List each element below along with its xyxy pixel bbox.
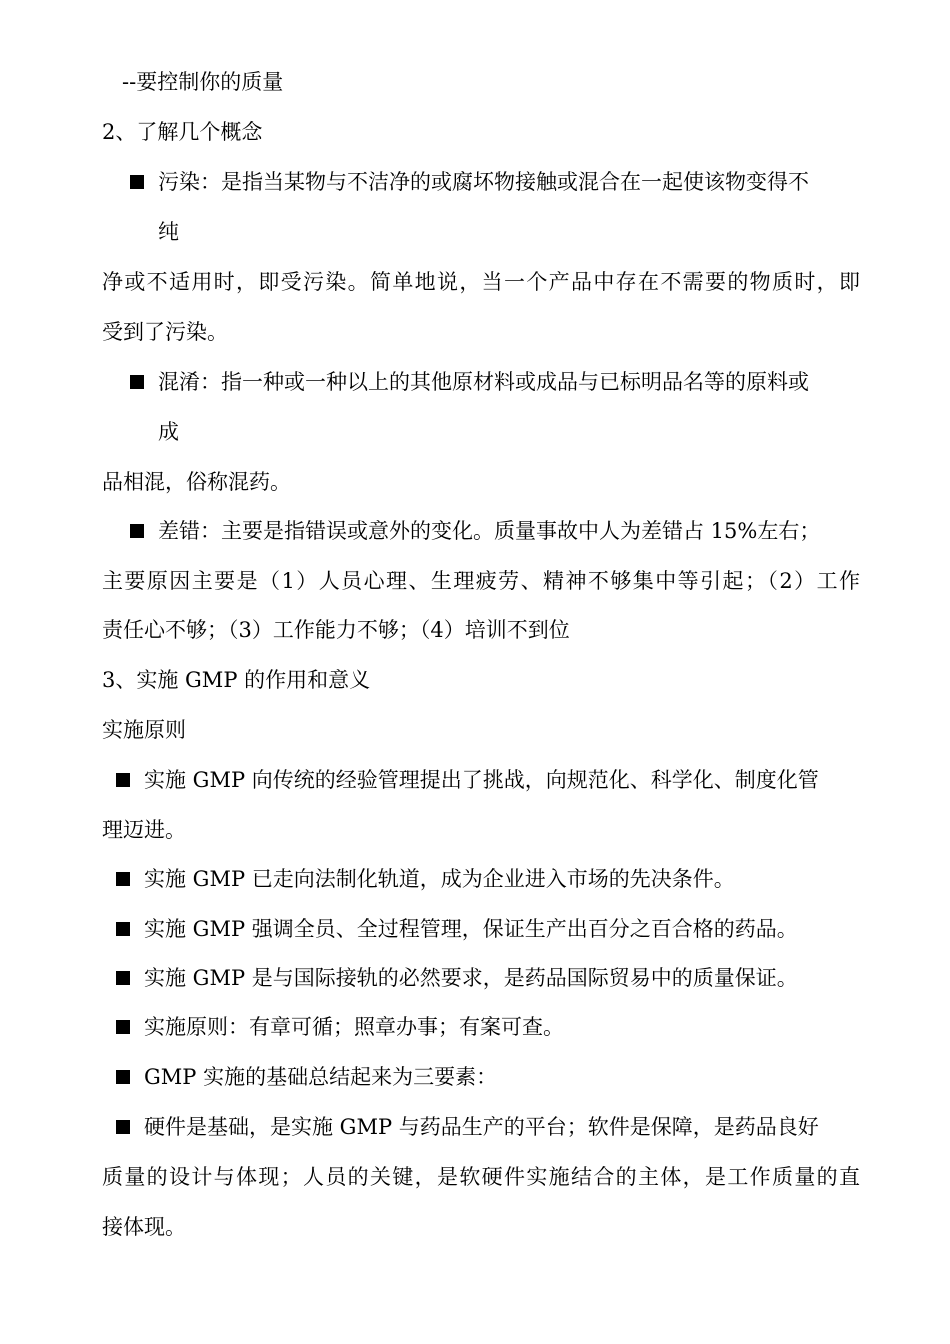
bullet-text: 污染：是指当某物与不洁净的或腐坏物接触或混合在一起使该物变得不 — [158, 170, 809, 194]
text-line: 理迈进。 — [102, 818, 186, 842]
bullet-text: 硬件是基础，是实施 GMP 与药品生产的平台；软件是保障，是药品良好 — [144, 1115, 819, 1139]
bullet-item-three-elements — [116, 1062, 497, 1092]
text-line: 纯 — [158, 220, 179, 244]
square-bullet-icon — [116, 971, 130, 985]
bullet-text: 差错：主要是指错误或意外的变化。质量事故中人为差错占 15%左右； — [158, 519, 821, 543]
bullet-item-principles — [116, 1012, 564, 1042]
bullet-item-gmp-international — [116, 963, 798, 993]
subheading-principles: 实施原则 — [102, 718, 186, 742]
square-bullet-icon — [116, 922, 130, 936]
bullet-item-hardware-software — [116, 1112, 819, 1142]
text-line: 受到了污染。 — [102, 320, 228, 344]
bullet-item-mixup — [130, 367, 809, 397]
bullet-text: 实施 GMP 强调全员、全过程管理，保证生产出百分之百合格的药品。 — [144, 917, 798, 941]
text-line: 净或不适用时，即受污染。简单地说，当一个产品中存在不需要的物质时，即 — [102, 270, 860, 294]
text-line: 接体现。 — [102, 1215, 186, 1239]
bullet-item-error — [130, 516, 820, 546]
bullet-item-contamination — [130, 167, 809, 197]
text-line: 主要原因主要是（1）人员心理、生理疲劳、精神不够集中等引起；（2）工作 — [102, 569, 860, 593]
square-bullet-icon — [116, 872, 130, 886]
bullet-item-gmp-management — [116, 914, 798, 944]
square-bullet-icon — [116, 1070, 130, 1084]
text-line: 质量的设计与体现；人员的关键，是软硬件实施结合的主体，是工作质量的直 — [102, 1165, 860, 1189]
bullet-text: 实施 GMP 向传统的经验管理提出了挑战，向规范化、科学化、制度化管 — [144, 768, 819, 792]
heading-concepts: 2、了解几个概念 — [102, 120, 263, 144]
square-bullet-icon — [130, 524, 144, 538]
text-line: 责任心不够；（3）工作能力不够；（4）培训不到位 — [102, 618, 570, 642]
bullet-text: 实施原则：有章可循；照章办事；有案可查。 — [144, 1015, 564, 1039]
heading-gmp-significance: 3、实施 GMP 的作用和意义 — [102, 668, 371, 692]
square-bullet-icon — [116, 773, 130, 787]
bullet-text: GMP 实施的基础总结起来为三要素： — [144, 1065, 498, 1089]
bullet-text: 实施 GMP 已走向法制化轨道，成为企业进入市场的先决条件。 — [144, 867, 735, 891]
square-bullet-icon — [130, 375, 144, 389]
square-bullet-icon — [116, 1120, 130, 1134]
bullet-text: 实施 GMP 是与国际接轨的必然要求，是药品国际贸易中的质量保证。 — [144, 966, 798, 990]
square-bullet-icon — [116, 1020, 130, 1034]
bullet-item-gmp-legal — [116, 864, 735, 894]
bullet-item-gmp-challenge — [116, 765, 819, 795]
square-bullet-icon — [130, 175, 144, 189]
text-line: 品相混，俗称混药。 — [102, 470, 291, 494]
bullet-text: 混淆：指一种或一种以上的其他原材料或成品与已标明品名等的原料或 — [158, 370, 809, 394]
text-line: 成 — [158, 420, 179, 444]
text-line-control-quality: --要控制你的质量 — [122, 70, 284, 94]
